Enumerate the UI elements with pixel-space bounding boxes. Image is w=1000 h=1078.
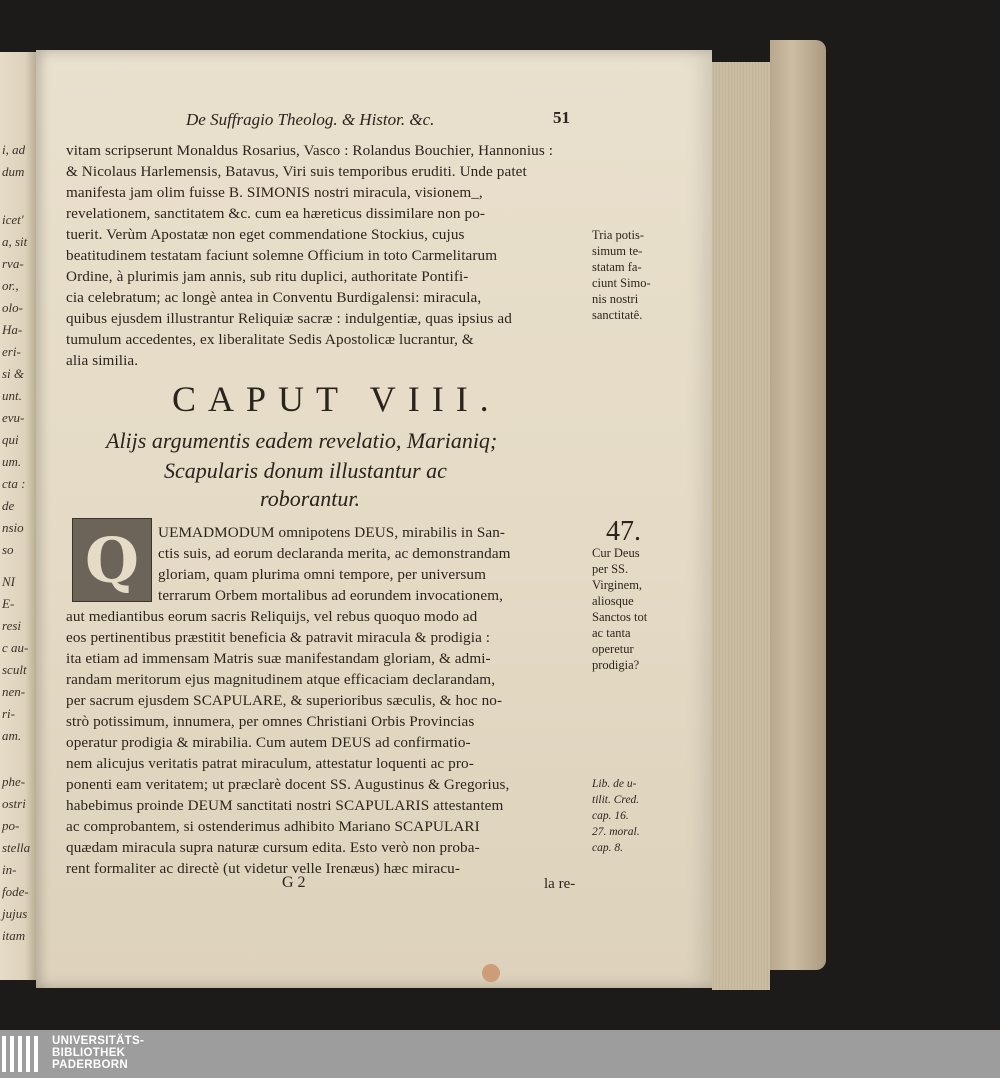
left-page-fragment: scult bbox=[2, 662, 27, 677]
text-line: ponenti eam veritatem; ut præclarè docent SS. Augustinus & Gregorius, bbox=[66, 776, 510, 793]
left-page-fragment: stella bbox=[2, 840, 31, 855]
catchword: la re- bbox=[544, 876, 576, 892]
library-logo-icon bbox=[2, 1036, 46, 1072]
chapter-subtitle-line: Scapularis donum illustantur ac bbox=[164, 458, 447, 483]
text-line: alia similia. bbox=[66, 352, 139, 369]
text-line: beatitudinem testatam faciunt solemne Officium in toto Carmelitarum bbox=[66, 247, 498, 264]
library-name-line: PADERBORN bbox=[52, 1059, 128, 1071]
margin-line: cap. 16. bbox=[592, 810, 629, 822]
text-line: nem alicujus veritatis patrat miraculum, attestatur loquenti ac pro- bbox=[66, 755, 474, 772]
book-cover-edge bbox=[770, 40, 826, 970]
left-page-fragment: ri- bbox=[2, 706, 15, 721]
margin-line: prodigia? bbox=[592, 658, 640, 672]
text-line: ita etiam ad immensam Matris suæ manifestandam gloriam, & admi- bbox=[66, 650, 491, 667]
left-page-fragment: fode- bbox=[2, 884, 29, 899]
left-page-fragment: am. bbox=[2, 728, 22, 743]
left-page-fragment: cta : bbox=[2, 476, 26, 491]
left-page-fragment: so bbox=[2, 542, 14, 557]
left-page-fragment: resi bbox=[2, 618, 22, 633]
left-page-fragment: phe- bbox=[2, 774, 26, 789]
margin-line: tilit. Cred. bbox=[592, 794, 640, 806]
text-line: Ordine, à plurimis jam annis, sub ritu duplici, authoritate Pontifi- bbox=[66, 268, 469, 285]
left-page-fragment: in- bbox=[2, 862, 17, 877]
text-line: randam meritorum ejus magnitudinem atque efficaciam declarandam, bbox=[66, 671, 496, 688]
left-page-fragment: ostri bbox=[2, 796, 26, 811]
left-page-fragment: unt. bbox=[2, 388, 22, 403]
margin-line: statam fa- bbox=[592, 260, 642, 274]
decorated-initial bbox=[72, 518, 152, 602]
text-line: revelationem, sanctitatem &c. cum ea hæreticus dissimilare non po- bbox=[66, 205, 486, 222]
left-page-fragment: jujus bbox=[2, 906, 28, 921]
left-page-fragment: olo- bbox=[2, 300, 23, 315]
library-name-line: UNIVERSITÄTS- bbox=[52, 1035, 145, 1047]
left-page-fragment: Ha- bbox=[2, 322, 23, 337]
left-page-fragment: si & bbox=[2, 366, 25, 381]
text-line: cia celebratum; ac longè antea in Conventu Burdigalensi: miracula, bbox=[66, 289, 482, 306]
margin-line: 27. moral. bbox=[592, 826, 640, 838]
margin-line: sanctitatê. bbox=[592, 308, 643, 322]
margin-line: Lib. de u- bbox=[592, 778, 637, 790]
paper-stain bbox=[482, 964, 500, 982]
left-page-fragment: icet' bbox=[2, 212, 24, 227]
text-line: strò potissimum, innumera, per omnes Christiani Orbis Provincias bbox=[66, 713, 475, 730]
page-number: 51 bbox=[553, 108, 570, 127]
left-page-fragment: um. bbox=[2, 454, 22, 469]
left-page-fragment: po- bbox=[2, 818, 20, 833]
margin-line: Cur Deus bbox=[592, 546, 640, 560]
left-page-fragment: a, sit bbox=[2, 234, 28, 249]
text-line: quibus ejusdem illustrantur Reliquiæ sacræ : indulgentiæ, quas ipsius ad bbox=[66, 310, 512, 327]
text-line: vitam scripserunt Monaldus Rosarius, Vasco : Rolandus Bouchier, Hannonius : bbox=[66, 142, 554, 159]
book-page bbox=[36, 50, 712, 988]
text-line: manifesta jam olim fuisse B. SIMONIS nostri miracula, visionem_, bbox=[66, 184, 483, 201]
chapter-subtitle-line: roborantur. bbox=[260, 486, 361, 511]
text-line: rent formaliter ac directè (ut videtur velle Irenæus) hæc miracu- bbox=[66, 860, 461, 877]
signature-mark: G 2 bbox=[282, 874, 306, 891]
text-line: tuerit. Verùm Apostatæ non eget commendatione Stockius, cujus bbox=[66, 226, 465, 243]
text-line: tumulum accedentes, ex liberalitate Sedis Apostolicæ lucrantur, & bbox=[66, 331, 474, 348]
chapter-subtitle-line: Alijs argumentis eadem revelatio, Marianiq; bbox=[106, 428, 498, 453]
margin-line: Sanctos tot bbox=[592, 610, 648, 624]
margin-line: Tria potis- bbox=[592, 228, 644, 242]
margin-line: ac tanta bbox=[592, 626, 631, 640]
text-line: per sacrum ejusdem SCAPULARE, & superioribus sæculis, & hoc no- bbox=[66, 692, 503, 709]
text-line: gloriam, quam plurima omni tempore, per universum bbox=[158, 566, 486, 583]
text-line: operatur prodigia & mirabilia. Cum autem DEUS ad confirmatio- bbox=[66, 734, 471, 751]
left-page-fragment: dum bbox=[2, 164, 25, 179]
margin-line: cap. 8. bbox=[592, 842, 623, 854]
left-page-fragment: qui bbox=[2, 432, 19, 447]
left-page-fragment: rva- bbox=[2, 256, 24, 271]
left-page-fragment: evu- bbox=[2, 410, 25, 425]
text-line: UEMADMODUM omnipotens DEUS, mirabilis in San- bbox=[158, 524, 506, 541]
library-name bbox=[52, 1035, 144, 1071]
left-page-fragment: i, ad bbox=[2, 142, 26, 157]
left-page-fragment: nen- bbox=[2, 684, 26, 699]
text-line: eos pertinentibus præstitit beneficia & patravit miracula & prodigia : bbox=[66, 629, 491, 646]
paragraph-number: 47. bbox=[606, 516, 641, 547]
left-page-fragment: eri- bbox=[2, 344, 21, 359]
text-line: ctis suis, ad eorum declaranda merita, ac demonstrandam bbox=[158, 545, 511, 562]
margin-line: operetur bbox=[592, 642, 634, 656]
library-name-line: BIBLIOTHEK bbox=[52, 1047, 126, 1059]
text-line: terrarum Orbem mortalibus ad eorundem invocationem, bbox=[158, 587, 504, 604]
page-fore-edge bbox=[712, 62, 770, 990]
chapter-heading: CAPUT VIII. bbox=[172, 379, 501, 419]
left-page-fragment: NI bbox=[2, 574, 15, 589]
left-page-fragment: de bbox=[2, 498, 15, 513]
left-page-fragment: itam bbox=[2, 928, 26, 943]
library-footer-bar bbox=[0, 1030, 1000, 1078]
text-line: habebimus proinde DEUM sanctitati nostri SCAPULARIS attestantem bbox=[66, 797, 504, 814]
text-line: quædam miracula supra naturæ cursum edita. Esto verò non proba- bbox=[66, 839, 480, 856]
left-page-fragment: E- bbox=[2, 596, 15, 611]
left-page-fragment: nsio bbox=[2, 520, 24, 535]
text-line: ac comprobantem, si ostenderimus adhibito Mariano SCAPULARI bbox=[66, 818, 480, 835]
margin-line: aliosque bbox=[592, 594, 634, 608]
margin-line: simum te- bbox=[592, 244, 643, 258]
left-page-fragment: c au- bbox=[2, 640, 29, 655]
running-title: De Suffragio Theolog. & Histor. &c. bbox=[186, 110, 435, 129]
previous-page-edge bbox=[0, 52, 36, 980]
margin-line: Virginem, bbox=[592, 578, 643, 592]
left-page-fragment: or., bbox=[2, 278, 19, 293]
margin-line: nis nostri bbox=[592, 292, 639, 306]
drop-cap-letter: Q bbox=[84, 523, 139, 597]
text-line: & Nicolaus Harlemensis, Batavus, Viri suis temporibus eruditi. Unde patet bbox=[66, 163, 527, 180]
margin-line: per SS. bbox=[592, 562, 629, 576]
margin-line: ciunt Simo- bbox=[592, 276, 651, 290]
text-line: aut mediantibus eorum sacris Reliquijs, vel rebus quoquo modo ad bbox=[66, 608, 478, 625]
